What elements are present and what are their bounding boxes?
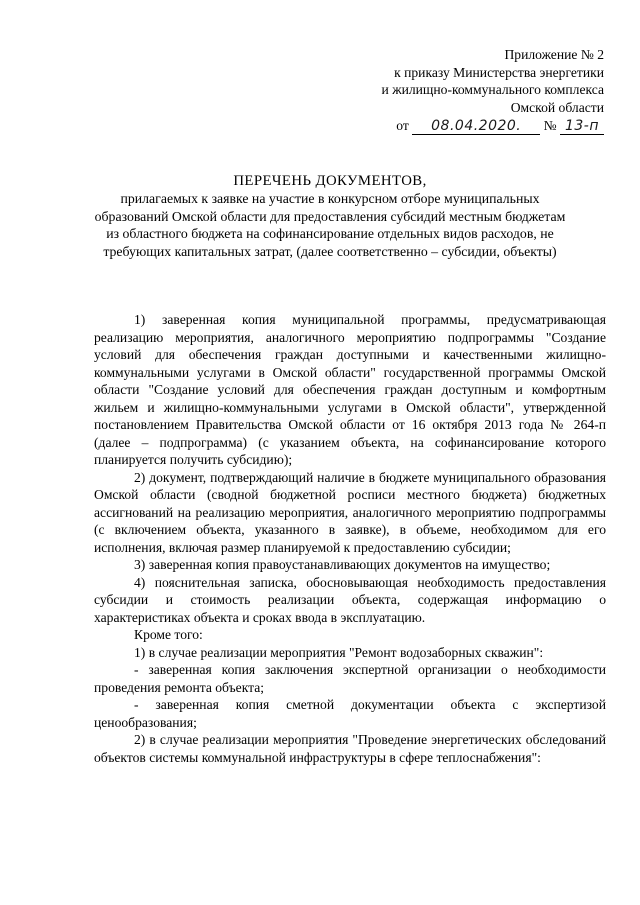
- document-subtitle: прилагаемых к заявке на участие в конкурсном отборе муниципальных образований Омской области для предоставления субсидий местным бюджетам из областного бюджета на софинансирование отдельных видов расходов, не требующих капитальных затрат, (далее соответственно – субсидии, объекты): [94, 191, 566, 259]
- paragraph-item-2: 2) документ, подтверждающий наличие в бюджете муниципального образования Омской области (сводной бюджетной росписи местного бюджета) бюджетных ассигнований на реализацию мероприятия, аналогичного мероприятию подпрограммы (с включением объекта, указанного в заявке), в объеме, необходимом для его исполнения, включая размер планируемой к предоставлению субсидии;: [94, 469, 606, 555]
- number-prefix: №: [543, 118, 557, 133]
- handwritten-date: 08.04.2020.: [412, 119, 540, 135]
- paragraph-case-1: 1) в случае реализации мероприятия "Ремонт водозаборных скважин":: [134, 644, 544, 660]
- document-title: ПЕРЕЧЕНЬ ДОКУМЕНТОВ,: [233, 173, 427, 189]
- appendix-label: Приложение № 2: [504, 47, 604, 62]
- handwritten-number: 13-п: [560, 119, 604, 135]
- paragraph-case-2: 2) в случае реализации мероприятия "Проведение энергетических обследований объектов системы коммунальной инфраструктуры в сфере теплоснабжения":: [94, 732, 606, 765]
- paragraph-item-3: 3) заверенная копия правоустанавливающих документов на имущество;: [134, 557, 551, 572]
- paragraph-besides: Кроме того:: [134, 627, 203, 642]
- paragraph-case-1-bullet-2: - заверенная копия сметной документации объекта с экспертизой ценообразования;: [94, 697, 606, 730]
- appendix-line-1: к приказу Министерства энергетики: [394, 64, 604, 80]
- order-date-line: [304, 117, 604, 135]
- date-prefix: от: [396, 118, 409, 133]
- document-body: [94, 311, 606, 766]
- appendix-line-3: Омской области: [510, 99, 604, 115]
- appendix-line-2: и жилищно-коммунального комплекса: [381, 82, 604, 97]
- appendix-header: [304, 46, 604, 116]
- paragraph-item-1: 1) заверенная копия муниципальной программы, предусматривающая реализацию мероприятия, аналогичного мероприятию подпрограммы "Создание условий для обеспечения граждан доступными и качественными жилищно-коммунальными услугами в Омской области" государственной программы Омской области "Создание условий для обеспечения граждан доступным и комфортным жильем и жилищно-коммунальными услугами в Омской области", утвержденной постановлением Правительства Омской области от 16 октября 2013 года № 264-п (далее – подпрограмма) (с указанием объекта, на софинансирование которого планируется получить субсидию);: [94, 312, 606, 467]
- paragraph-item-4: 4) пояснительная записка, обосновывающая необходимость предоставления субсидии и стоимость реализации объекта, содержащая информацию о характеристиках объекта и сроках ввода в эксплуатацию.: [94, 574, 606, 625]
- paragraph-case-1-bullet-1: - заверенная копия заключения экспертной организации о необходимости проведения ремонта объекта;: [94, 662, 606, 695]
